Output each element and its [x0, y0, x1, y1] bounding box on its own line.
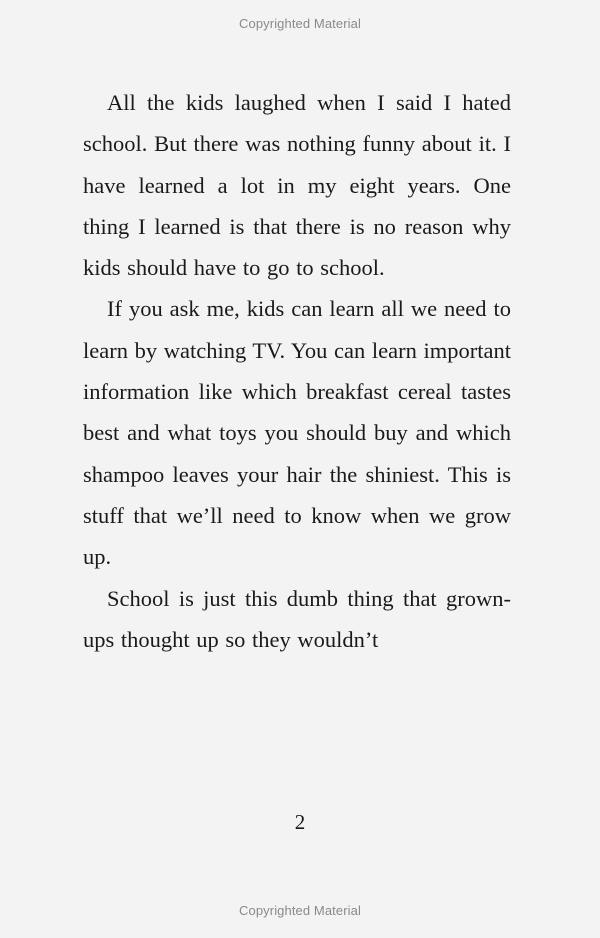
page-body-text: [83, 82, 511, 660]
paragraph-3: School is just this dumb thing that grown-ups thought up so they wouldn’t: [83, 585, 511, 652]
paragraph-1: All the kids laughed when I said I hated school. But there was nothing funny about it. I have learned a lot in my eight years. One thing I learned is that there is no reason why kids should have to go to school.: [83, 90, 511, 281]
copyright-watermark-top: Copyrighted Material: [239, 16, 361, 31]
paragraph-2: If you ask me, kids can learn all we need to learn by watching TV. You can learn important information like which breakfast cereal tastes best and what toys you should buy and which shampoo leaves your hair the shiniest. This is stuff that we’ll need to know when we grow up.: [83, 296, 511, 570]
page-number: 2: [294, 810, 306, 834]
copyright-watermark-bottom: Copyrighted Material: [239, 903, 361, 918]
